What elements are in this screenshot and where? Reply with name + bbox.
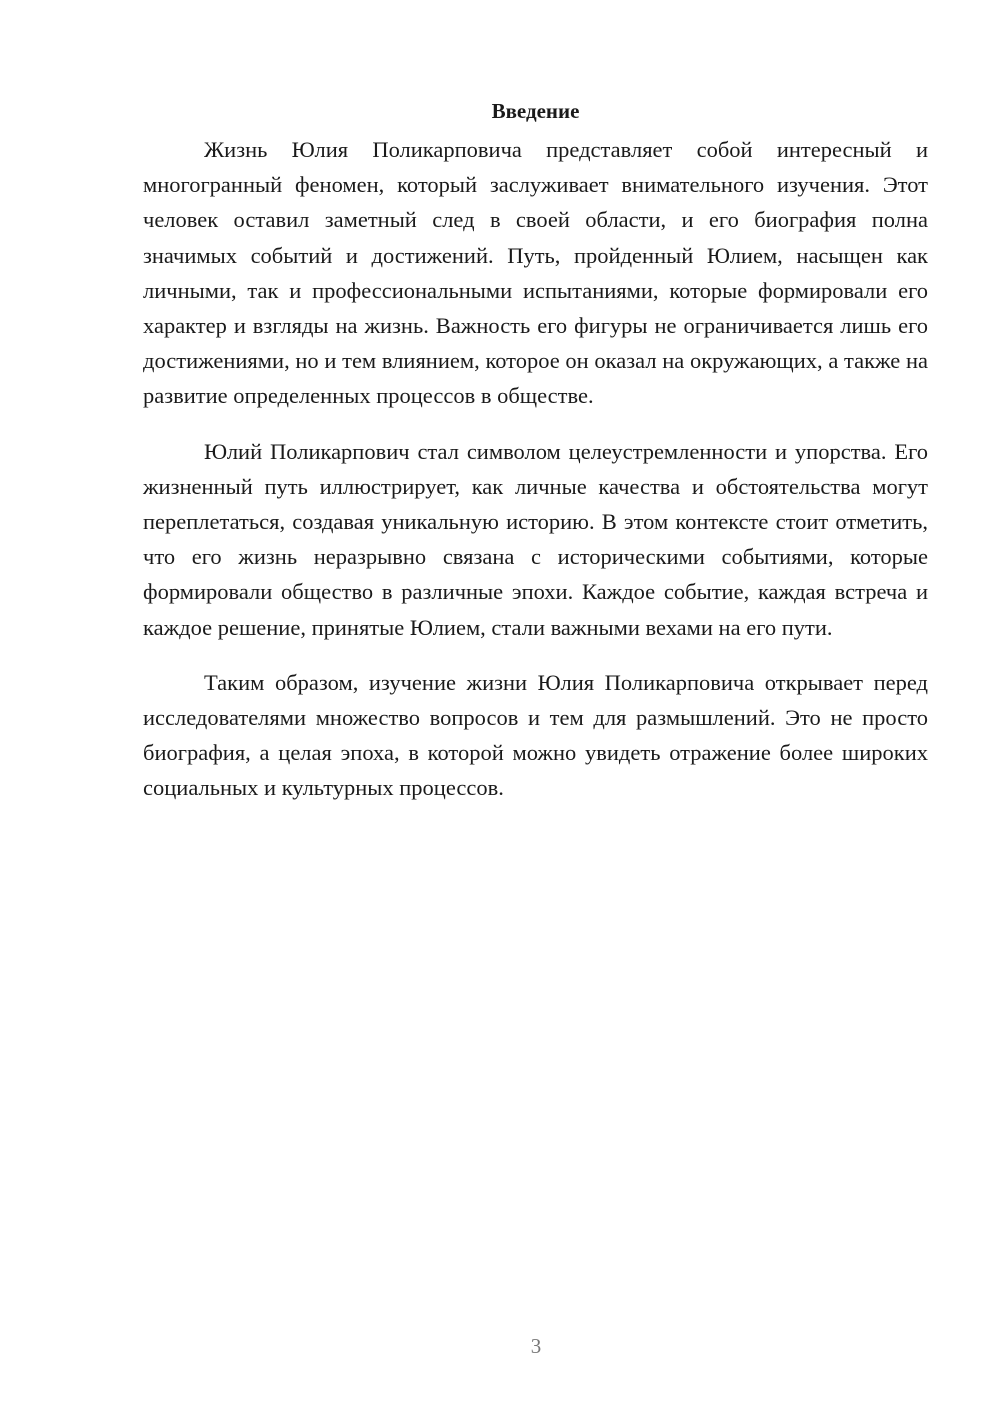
page-number: 3 (530, 1334, 542, 1358)
section-title: Введение (491, 99, 580, 123)
paragraph-1: Жизнь Юлия Поликарповича представляет собой интересный и многогранный феномен, который заслуживает внимательного изучения. Этот человек оставил заметный след в своей области, и его биография полна значимых событий и достижений. Путь, пройденный Юлием, насыщен как личными, так и профессиональными испытаниями, которые формировали его характер и взгляды на жизнь. Важность его фигуры не ограничивается лишь его достижениями, но и тем влиянием, которое он оказал на окружающих, а также на развитие определенных процессов в обществе. (143, 137, 928, 409)
paragraph-3: Таким образом, изучение жизни Юлия Поликарповича открывает перед исследователями множество вопросов и тем для размышлений. Это не просто биография, а целая эпоха, в которой можно увидеть отражение более широких социальных и культурных процессов. (143, 669, 928, 801)
paragraph-2: Юлий Поликарпович стал символом целеустремленности и упорства. Его жизненный путь иллюстрирует, как личные качества и обстоятельства могут переплетаться, создавая уникальную историю. В этом контексте стоит отметить, что его жизнь неразрывно связана с историческими событиями, которые формировали общество в различные эпохи. Каждое событие, каждая встреча и каждое решение, принятые Юлием, стали важными вехами на его пути. (143, 438, 928, 640)
page-content (143, 96, 928, 826)
